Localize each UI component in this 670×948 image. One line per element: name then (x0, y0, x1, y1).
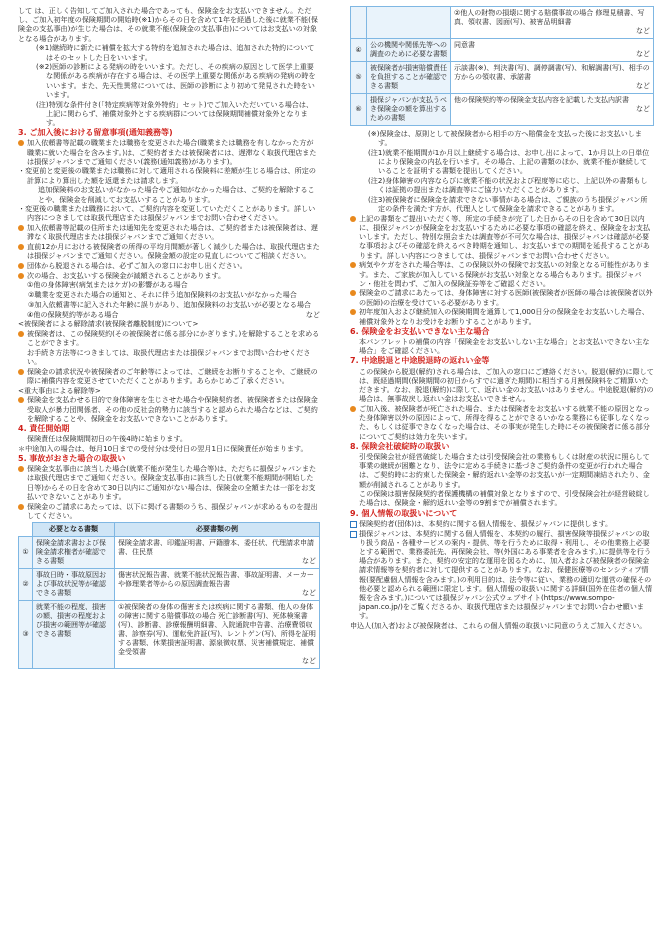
table-row (351, 7, 654, 39)
sec3-bullet-4: 団体から脱退される場合は、必ずご加入の窓口にお申し出ください。 (18, 261, 320, 270)
sec4-text-1: 保険責任は保険期間初日の午後4時に始まります。 (27, 434, 188, 444)
row-required: 事故日時・事故原因および事故状況等が確認できる書類 (33, 568, 115, 600)
table-row (19, 536, 320, 568)
table-row (351, 39, 654, 62)
sec9-bullet-2: 損保ジャパンは、本契約に関する個人情報を、本契約の履行、損害保険等損保ジャパンの取り扱う商品・各種サービスの案内・提供、等を行うために取得・利用し、その他業務上必要とする範囲で、業務委託先、再保険会社、等(外国にある事業者を含みます。)に提供等を行う場合があります。また、契約の安定的な運用を図るために、加入者および被保険者の保険金請求情報等を契約者に対して提供することがあります。なお、保健医療等のセンシティブ情報(要配慮個人情報を含みます。)の利用目的は、法令等に従い、業務の適切な運営の確保その他必要と認められる範囲に限定します。個人情報の取扱いに関する詳細(国外在住者の個人情報を含みます。)については損保ジャパン公式ウェブサイト(https://www.sompo-japan.co.jp/)をご覧くださるか、取扱代理店または損保ジャパンまでお問い合わせ願います。 (350, 529, 654, 621)
row-example: 示談書(※)、判決書(写)、調停調書(写)、和解調書(写)、相手の方からの領収書、承諾書 など (451, 62, 654, 94)
sec9-text-3: 申込人(加入者)および被保険者は、これらの個人情報の取扱いに同意のうえご加入ください。 (350, 621, 647, 631)
row-required (367, 7, 451, 39)
documents-table-continued (350, 6, 654, 126)
sec3-item-b: ②職業を変更された場合の通知と、それに伴う追加保険料のお支払いがなかった場合 (28, 290, 297, 300)
right-bullet-1: 上記の書類をご提出いただく等、所定の手続きが完了した日からその日を含めて30日以内に、損保ジャパンが保険金をお支払いするために必要な事項の確認を終え、保険金をお支払いします。ただし、特別な照会または調査等が不可欠な場合は、損保ジャパンは確認が必要な事項およびその確認を終えるべき時期を通知し、お支払いまでの期間を延長することがあります。詳しい内容につきましては、損保ジャパンまでお問い合わせください。 (350, 214, 654, 260)
section-7-title: 7. 中途脱退と中途脱退時の返れい金等 (350, 356, 490, 366)
note-1: (※1)継続時に新たに補償を拡大する特約を追加された場合は、追加された特約についてはそのセットした日をいいます。 (36, 43, 315, 62)
sec5-bullet-1: 保険金支払事由に該当した場合(就業不能が発生した場合等)は、ただちに損保ジャパンまたは取扱代理店までご通知ください。保険金支払事由に該当した日(就業不能期間が開始した日等)からその日を含めて30日以内にご通知がない場合は、保険金の全額または一部をお支払いできないことがあります。 (18, 464, 320, 501)
nado-label: など (302, 588, 316, 597)
nado-label: など (636, 105, 650, 113)
nado-label: など (636, 50, 650, 58)
intro-paragraph: して は、正しく告知してご加入された場合であっても、保険金をお支払いできません。ただし、ご加入初年度の保険期間の開始時(※1)からその日を含めて1年を経過した後に就業不能(保険金の支払事由)が生じた場合は、その就業不能(保険金の支払事由)についてはお支払いの対象となる場合があります。 (18, 6, 318, 43)
right-bullet-2: 病気やケガをされた場合等は、この保険以外の保険でお支払いの対象となる可能性があります。また、ご家族が加入している保険がお支払い対象となる場合もあります。損保ジャパン・他社を問わず、ご加入の保険証券等をご確認ください。 (350, 260, 654, 288)
sec3-bullet-2: 加入依頼書等記載の住所または通知先を変更された場合は、ご契約者または被保険者は、遅滞なく取扱代理店または損保ジャパンまでご通知ください。 (18, 223, 320, 241)
sec3-item-c: ③加入依頼書等に記入された年齢に誤りがあり、追加保険料のお支払いが必要となる場合 (28, 299, 312, 309)
right-column (350, 6, 654, 631)
nado-label: など (302, 656, 316, 665)
sec3-subheading-1: <被保険者による解除請求(被保険者離脱制度)について> (18, 319, 199, 329)
right-note-2: (注1)就業不能期間が1か月以上継続する場合は、お申し出によって、1か月以上の日単位により保険金の内払を行います。その場合、上記の書類のほか、就業不能が継続していることを証明する書類を提出してください。 (368, 147, 650, 176)
row-required: 公の機関や関係先等への調査のために必要な書類 (367, 39, 451, 62)
sec3-bullet-1: 加入依頼書等記載の職業または職務を変更された場合(職業または職務を有しなかった方が職業に就いた場合を含みます。)は、ご契約者または被保険者には、遅滞なく取扱代理店または損保ジャパンまでご通知ください(義務(通知義務)があります)。 (18, 138, 320, 166)
sec3-bullet-8: 保険金を支払わせる目的で身体障害を生じさせた場合や保険契約者、被保険者または保険金受取人が暴力団関係者、その他の反社会的勢力に該当すると認められた場合などは、ご契約を解除することや、保険金をお支払いできないことがあります。 (18, 395, 320, 423)
right-note-1: (※)保険金は、原則として被保険者から相手の方へ賠償金を支払った後にお支払いします。 (368, 129, 642, 148)
row-number (351, 7, 367, 39)
row-example: 他の保険契約等の保険金支払内容を記載した支払内訳書 など (451, 94, 654, 126)
sec8-text-2: この保険は損害保険契約者保護機構の補償対象となりますので、引受保険会社が経営破綻した場合は、保険金・解約返れい金等の9割までが補償されます。 (359, 489, 650, 508)
right-bullet-3: 保険金のご請求にあたっては、身体障害に対する医師(被保険者が医師の場合は被保険者以外の医師)の治療を受けている必要があります。 (350, 288, 654, 306)
sec6-text: 本パンフレットの補償の内容「保険金をお支払いしない主な場合」とお支払いできない主な場合」をご確認ください。 (359, 336, 650, 356)
row-example: ①被保険者の身体の傷害または疾病に関する書類、他人の身体の障害に関する賠償事故の場合 死亡診断書(写)、死体検案書(写)、診断書、診療報酬明細書、入院通院申告書、治療費領収書、診察券(写)、運転免許証(写)、レントゲン(写)、所得を証明する書類、休業損害証明書、源泉徴収票、災害補償規定、補償金受領書 など (115, 600, 320, 668)
section-3-title: 3. ご加入後における留意事項(通知義務等) (18, 128, 173, 138)
header-required-docs: 必要となる書類 (33, 522, 115, 536)
row-number: ⑥ (351, 94, 367, 126)
row-number: ③ (19, 600, 33, 668)
header-doc-examples: 必要書類の例 (115, 522, 320, 536)
row-required: 被保険者が損害賠償責任を負担することが確認できる書類 (367, 62, 451, 94)
row-number: ④ (351, 39, 367, 62)
table-row (19, 600, 320, 668)
row-number: ① (19, 536, 33, 568)
sec3-item-d: ④他の保険契約等がある場合 など (27, 309, 320, 319)
note-2: (※2)医師の診断による発病の時をいいます。ただし、その疾病の原因として医学上重要な関係がある疾病が存在する場合は、その医学上重要な関係がある疾病の発病の時をいいます。また、先天性異常については、医師の診断により初めて発見された時をいいます。 (36, 62, 316, 99)
documents-table (18, 522, 320, 669)
row-example: 傷害状況報告書、就業不能状況報告書、事故証明書、メーカーや修理業者等からの原因調査報告書 など (115, 568, 320, 600)
sec3-bullet-1b: 追加保険料のお支払いがなかった場合やご通知がなかった場合は、ご契約を解除することや、保険金を削減してお支払いすることがあります。 (38, 185, 315, 204)
sec3-bullet-1a: ・変更前と変更後の職業または職務に対して適用される保険料に差額が生じる場合は、所定の計算により算出した額を返還または請求します。 (18, 166, 316, 185)
table-row (19, 568, 320, 600)
row-required: 損保ジャパンが支払うべき保険金の額を算出するための書類 (367, 94, 451, 126)
nado-label: など (636, 82, 650, 90)
section-5-title: 5. 事故がおきた場合の取扱い (18, 454, 126, 464)
row-number: ② (19, 568, 33, 600)
sec3-bullet-5: 次の場合、お支払いする保険金が減額されることがあります。 (18, 271, 320, 280)
section-9-title: 9. 個人情報の取扱いについて (350, 508, 458, 518)
right-note-4: (注3)被保険者に保険金を請求できない事情がある場合は、ご親族のうち損保ジャパン所定の条件を満たす方が、代理人として保険金を請求できることがあります。 (368, 194, 648, 214)
sec4-text-2: ＊中途加入の場合は、毎月10日までの受付分は受付日の翌月1日に保険責任が始まります。 (18, 443, 308, 453)
sec3-item-a: ①他の身体障害(病気またはケガ)の影響がある場合 (27, 280, 188, 290)
sec9-bullet-1: 保険契約者(団体)は、本契約に関する個人情報を、損保ジャパンに提供します。 (350, 519, 654, 528)
section-4-title: 4. 責任開始期 (18, 423, 70, 433)
left-column (18, 6, 320, 669)
row-required: 就業不能の程度、損害の額、損害の程度および損害の範囲等が確認できる書類 (33, 600, 115, 668)
note-3: (注)特別な条件付き(「特定疾病等対象外特約」セット)でご加入いただいている場合は、上記に関わらず、補償対象外とする疾病群については保険期間補償対象外となります。 (36, 99, 314, 127)
row-required: 保険金請求書および保険金請求権者が確認できる書類 (33, 536, 115, 568)
section-8-title: 8. 保険会社破綻時の取扱い (350, 441, 450, 451)
row-example: 同意書 など (451, 39, 654, 62)
sec3-bullet-7: 保険金の請求状況や被保険者のご年齢等によっては、ご継続をお断りすることや、ご継続の際に補償内容を変更させていただくことがあります。あらかじめご了承ください。 (18, 367, 320, 385)
sec7-text: この保険から脱退(解約)される場合は、ご加入の窓口にご連絡ください。脱退(解約)に際しては、既経過期間(保険期間の初日からすでに過ぎた期間)に相当する月割保険料をご精算いただきます。なお、脱退(解約)に際して、返れい金のお支払いはありません。中途脱退(解約)の場合は、無事故戻し返れい金はお支払いできません。 (359, 366, 654, 404)
section-6-title: 6. 保険金をお支払いできない主な場合 (350, 326, 490, 336)
sec5-bullet-2: 保険金のご請求にあたっては、以下に掲げる書類のうち、損保ジャパンが求めるものを提出してください。 (18, 502, 320, 520)
table-row (351, 62, 654, 94)
nado-label: など (636, 27, 650, 35)
right-bullet-4: 初年度加入および継続加入の保険期間を通算して1,000日分の保険金をお支払いした場合、補償対象外となりお受けをお断りすることがあります。 (350, 307, 654, 325)
sec3-bullet-6: 被保険者は、この保険契約(その被保険者に係る部分にかぎります。)を解除することを求めることができます。 (18, 329, 320, 347)
sec3-bullet-1c: ・変更後の職業または職務において、ご契約内容を変更していただくことがあります。詳しい内容につきましては取扱代理店または損保ジャパンまでお問い合わせください。 (18, 204, 316, 223)
sec7-bullet: ご加入後、被保険者が死亡された場合、または保険者をお支払いする就業不能の原因となった身体障害以外の原因によって、所得を得ることができるいかなる業務にも従事しなくなった、もしくは従事できなくなった場合は、その事実が発生した時にその被保険者に係る部分についてご契約は効力を失います。 (350, 404, 654, 441)
right-note-3: (注2)身体障害の内容ならびに就業不能の状況および程度等に応じ、上記以外の書類もしくは証拠の提出または調査等にご協力いただくことがあります。 (368, 176, 648, 195)
table-header-row (19, 522, 320, 536)
row-example: ②他人の財物の損壊に関する賠償事故の場合 修理見積書、写真、領収書、図面(写)、被害品明細書 など (451, 7, 654, 39)
row-number: ⑤ (351, 62, 367, 94)
table-row (351, 94, 654, 126)
sec3-bullet-6a: お手続き方法等につきましては、取扱代理店または損保ジャパンまでお問い合わせください。 (27, 347, 311, 367)
nado-label: など (305, 309, 320, 319)
sec8-text-1: 引受保険会社が経営破綻した場合または引受保険会社の業務もしくは財産の状況に照らして事業の継続が困難となり、法令に定める手続きに基づきご契約条件の変更が行われた場合は、ご契約時にお約束した保険金・解約返れい金等のお支払いが一定期間凍結されたり、金額が削減されることがあります。 (359, 451, 650, 489)
sec3-bullet-3: 直前12か月における被保険者の所得の平均月間額が著しく減少した場合は、取扱代理店または損保ジャパンまでご通知ください。保険金額の設定の見直しについてご相談ください。 (18, 242, 320, 260)
row-example: 保険金請求書、印鑑証明書、戸籍謄本、委任状、代理請求申請書、住民票 など (115, 536, 320, 568)
sec3-subheading-2: <重大事由による解除等> (18, 385, 101, 395)
nado-label: など (302, 556, 316, 565)
